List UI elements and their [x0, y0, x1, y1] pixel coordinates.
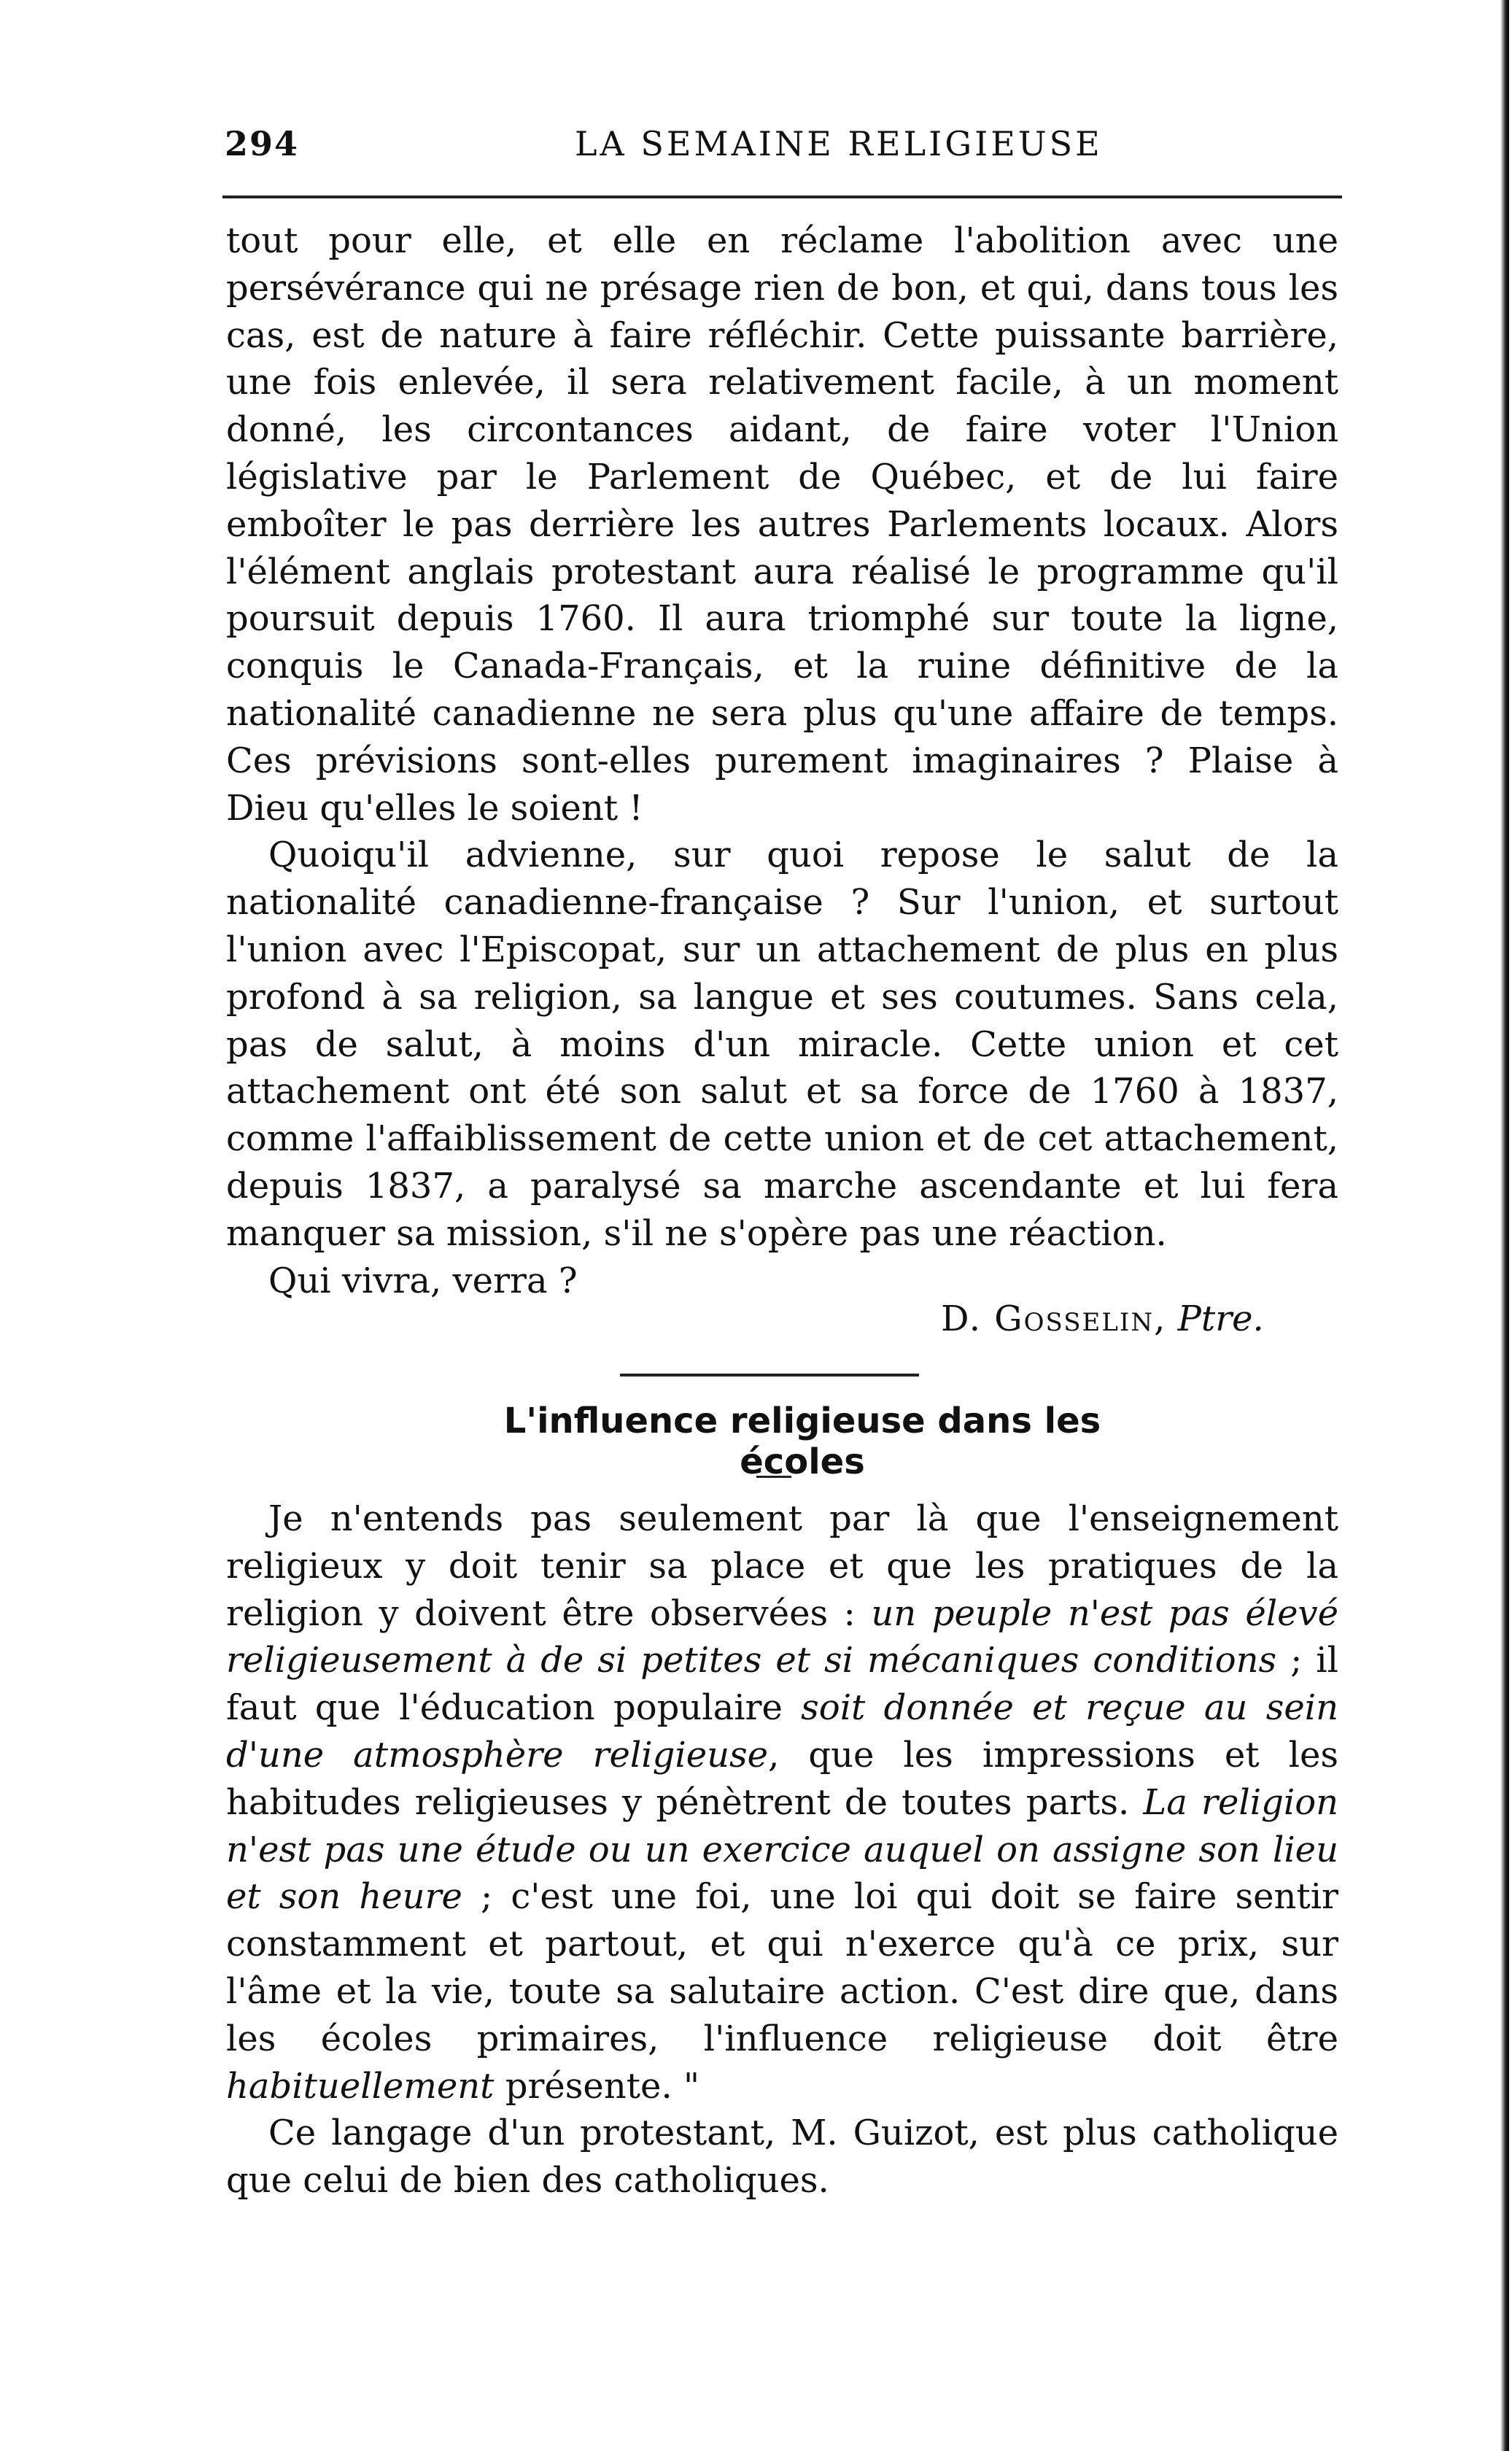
- text-run: , que les impressions et les habitudes religieuses y pénètrent de toutes parts.: [226, 1734, 1339, 1823]
- italic-run: un peuple n'est pas élevé religieusement à de si petites et si mécaniques conditions: [226, 1592, 1339, 1681]
- italic-run: La religion n'est pas une étude ou un exercice auquel on assigne son lieu et son heure: [226, 1781, 1339, 1918]
- article-title: L'influence religieuse dans les écoles: [503, 1401, 1101, 1482]
- signature-title: Ptre.: [1177, 1298, 1264, 1339]
- paragraph: Quoiqu'il advienne, sur quoi repose le salut de la nationalité canadienne-française ? Sur l'union, et surtout l'union avec l'Episcopat, sur un attachement de plus en plus profond à sa religion, sa langue et ses coutumes. Sans cela, pas de salut, à moins d'un miracle. Cette union et cet attachement ont été son salut et sa force de 1760 à 1837, comme l'affaiblissement de cette union et de cet attachement, depuis 1837, a paralysé sa marche ascendante et lui fera manquer sa mission, s'il ne s'opère pas une réaction.: [226, 835, 1338, 1254]
- text-run: présente. ": [494, 2065, 700, 2107]
- page-edge-shadow: [1500, 0, 1509, 2451]
- text-run: ; c'est une foi, une loi qui doit se faire sentir constamment et partout, et qui n'exerce qu'à ce prix, sur l'âme et la vie, toute sa salutaire action. C'est dire que, dans les écoles primaires, l'influence religieuse doit être: [226, 1876, 1338, 2059]
- title-dash: [756, 1476, 791, 1478]
- paragraph: [226, 1495, 1338, 2110]
- signature-name: D. Gosselin,: [941, 1298, 1167, 1339]
- italic-run: soit donnée et reçue au sein d'une atmosphère religieuse: [226, 1687, 1339, 1776]
- paragraph: Ce langage d'un protestant, M. Guizot, est plus catholique que celui de bien des catholiques.: [226, 2113, 1338, 2202]
- italic-run: habituellement: [226, 2065, 495, 2107]
- text-run: Je n'entends pas seulement par là que l'enseignement religieux y doit tenir sa place et que les pratiques de la religion y doivent être observées :: [226, 1498, 1338, 1634]
- page-number: 294: [225, 124, 300, 163]
- section-divider: [620, 1374, 919, 1376]
- text-run: ; il faut que l'éducation populaire: [226, 1640, 1338, 1729]
- signature: [941, 1298, 1264, 1339]
- article-continuation: [226, 217, 1338, 1304]
- paragraph: Qui vivra, verra ?: [268, 1260, 578, 1301]
- paragraph: tout pour elle, et elle en réclame l'abolition avec une persévérance qui ne présage rien de bon, et qui, dans tous les cas, est de nature à faire réfléchir. Cette puissante barrière, une fois enlevée, il sera relativement facile, à un moment donné, les circontances aidant, de faire voter l'Union législative par le Parlement de Québec, et de lui faire emboîter le pas derrière les autres Parlements locaux. Alors l'élément anglais protestant aura réalisé le programme qu'il poursuit depuis 1760. Il aura triomphé sur toute la ligne, conquis le Canada-Français, et la ruine définitive de la nationalité canadienne ne sera plus qu'une affaire de temps. Ces prévisions sont-elles purement imaginaires ? Plaise à Dieu qu'elles le soient !: [226, 220, 1338, 829]
- header-rule: [222, 195, 1342, 198]
- running-header: [225, 124, 1341, 175]
- article-body: [226, 1495, 1338, 2204]
- running-title: LA SEMAINE RELIGIEUSE: [575, 124, 1103, 163]
